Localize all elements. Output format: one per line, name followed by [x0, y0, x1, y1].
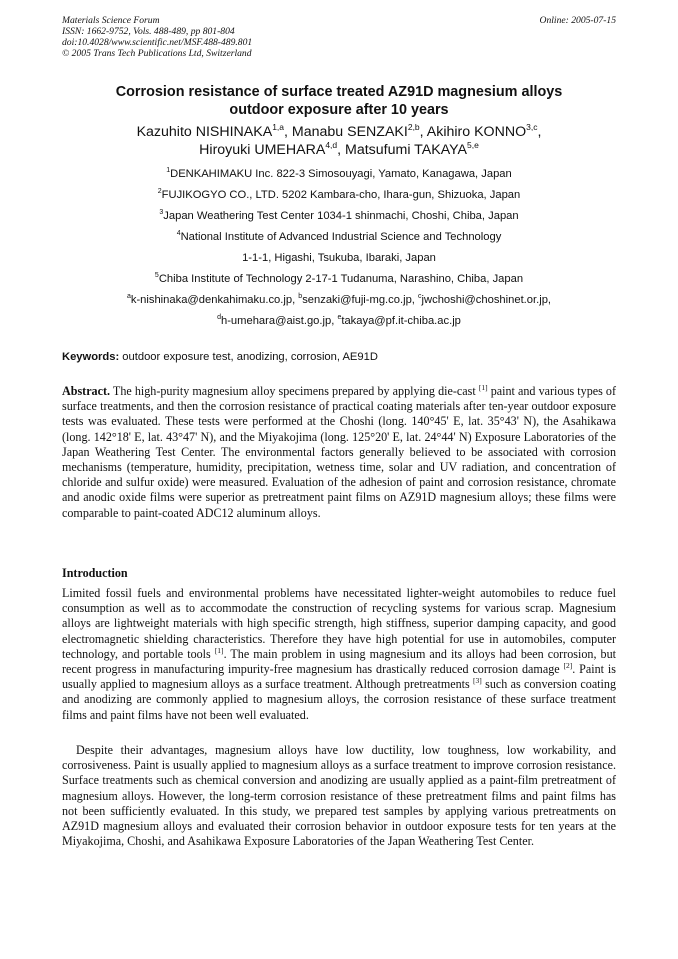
author-separator: , [337, 142, 346, 158]
affil-number: 3 [159, 209, 164, 216]
citation-ref[interactable]: [2] [563, 661, 573, 671]
citation-ref[interactable]: [1] [478, 383, 488, 392]
author-name: Matsufumi TAKAYA [345, 142, 467, 158]
email-mark: b [298, 293, 303, 300]
introduction-paragraph-2: Despite their advantages, magnesium alloys have low ductility, low toughness, low workability, and corrosiveness. Paint is usually applied to magnesium alloys as a surface treatment to improve corrosion resistance. Surface treatments such as chemical conversion and anodizing are usually applied as a paint-film pretreatment of magnesium alloys. However, the long-term corrosion resistance of these pretreatment films and paint films has not been sufficiently evaluated. In this study, we prepared test samples by applying various pretreatments on AZ91D magnesium alloys and evaluated their corrosion behavior in outdoor exposure tests for ten years at the Miyakojima, Choshi, and Asahikawa Exposure Laboratories of the Japan Weathering Test Center. [62, 743, 616, 849]
body-text: such as conversion coating and anodizing are commonly applied to magnesium alloys, the corrosion resistance of these surface treatment films and paint films have not been well evaluated. [62, 677, 617, 722]
keywords-text: outdoor exposure test, anodizing, corrosion, AE91D [119, 351, 378, 363]
affil-number: 5 [154, 272, 159, 279]
journal-name: Materials Science Forum [62, 15, 160, 26]
affil-text: National Institute of Advanced Industrial Science and Technology [180, 231, 502, 243]
affiliation-4-address: 1-1-1, Higashi, Tsukuba, Ibaraki, Japan [242, 252, 436, 264]
author-name: Akihiro KONNO [426, 124, 527, 140]
author-name: Hiroyuki UMEHARA [199, 142, 326, 158]
paper-title [70, 83, 608, 119]
author-affil-mark: 4,d [325, 140, 338, 150]
affil-number: 4 [176, 230, 181, 237]
affiliation-1 [40, 164, 638, 185]
author-name: Kazuhito NISHINAKA [136, 124, 273, 140]
body-text: . Paint is usually applied to magnesium alloys as a surface treatment. Although pretreatments [62, 662, 616, 692]
author-affil-mark: 3,c [526, 122, 538, 132]
email-address[interactable]: k-nishinaka@denkahimaku.co.jp, [130, 294, 299, 306]
online-date: Online: 2005-07-15 [539, 15, 616, 26]
author-affil-mark: 1,a [272, 122, 285, 132]
affil-number: 2 [157, 188, 162, 195]
affil-text: Japan Weathering Test Center 1034-1 shinmachi, Choshi, Chiba, Japan [163, 210, 519, 222]
author-separator: , [284, 124, 292, 140]
affiliation-3 [40, 206, 638, 227]
abstract-text: paint and various types of surface treatments, and then the corrosion resistance of practical coating materials after ten-year outdoor exposure tests was evaluated. These tests were performed at the Choshi (long. 140°45' E, lat. 35°43' N), the Asahikawa (long. 142°18' E, lat. 43°47' N), and the Miyakojima (long. 125°20' E, lat. 24°44' N) Exposure Laboratories of the Japan Weathering Test Center. The environmental factors generally believed to be associated with corrosion mechanisms (temperature, humidity, precipitation, wetness time, solar and UV radiation, and concentration of chloride and sulfur oxide) were measured. Evaluation of the adhesion of paint and corrosion resistance, chromate and anodic oxide films were superior as pretreatment paint films on AZ91D magnesium alloys; these films were comparable to paint-coated ADC12 aluminum alloys. [62, 384, 617, 520]
body-text: Limited fossil fuels and environmental problems have necessitated lighter-weight automobiles to reduce fuel consumption as well as to accommodate the construction of recycling systems for various scrap. Magnesium alloys are lightweight materials with high specific strength, high stiffness, superior damping capacity, and good electromagnetic shielding characteristics. Therefore they have high potential for use in automobiles, computer technology, and portable tools [62, 586, 616, 661]
doi-line: doi:10.4028/www.scientific.net/MSF.488-489.801 [62, 37, 253, 48]
abstract-text: The high-purity magnesium alloy specimens prepared by applying die-cast [110, 384, 479, 398]
citation-ref[interactable]: [1] [214, 645, 224, 655]
title-line-1: Corrosion resistance of surface treated AZ91D magnesium alloys [115, 84, 563, 100]
author-affil-mark: 5,e [466, 140, 479, 150]
email-mark: c [418, 293, 422, 300]
title-line-2: outdoor exposure after 10 years [229, 102, 449, 118]
email-address[interactable]: takaya@pf.it-chiba.ac.jp [341, 315, 461, 327]
email-mark: a [126, 293, 131, 300]
citation-ref[interactable]: [3] [473, 676, 482, 686]
author-list [70, 123, 608, 159]
abstract [62, 384, 616, 521]
keywords-label: Keywords: [62, 351, 120, 363]
email-address[interactable]: h-umehara@aist.go.jp, [220, 315, 338, 327]
affil-number: 1 [166, 167, 171, 174]
email-address[interactable]: senzaki@fuji-mg.co.jp, [302, 294, 419, 306]
author-name: Manabu SENZAKI [291, 124, 408, 140]
affiliations [40, 164, 638, 332]
journal-header [62, 15, 616, 59]
affil-text: DENKAHIMAKU Inc. 822-3 Simosouyagi, Yamato, Kanagawa, Japan [170, 168, 512, 180]
issn-line: ISSN: 1662-9752, Vols. 488-489, pp 801-804 [62, 26, 235, 37]
author-affil-mark: 2,b [407, 122, 420, 132]
affiliation-4 [40, 227, 638, 248]
section-heading-introduction: Introduction [62, 566, 128, 580]
email-line-1 [40, 290, 638, 311]
affil-text: Chiba Institute of Technology 2-17-1 Tudanuma, Narashino, Chiba, Japan [158, 273, 524, 285]
affil-text: FUJIKOGYO CO., LTD. 5202 Kambara-cho, Ihara-gun, Shizuoka, Japan [161, 189, 521, 201]
email-line-2 [40, 311, 638, 332]
copyright-line: © 2005 Trans Tech Publications Ltd, Switzerland [62, 48, 252, 59]
keywords [62, 350, 616, 364]
author-separator: , [419, 124, 427, 140]
author-separator: , [537, 124, 542, 140]
authors-line-2 [70, 141, 608, 159]
abstract-label: Abstract. [62, 384, 111, 398]
affiliation-5 [40, 269, 638, 290]
email-mark: e [337, 314, 342, 321]
body-text: . The main problem in using magnesium and its alloys had been corrosion, but recent progress in manufacturing impurity-free magnesium has drastically reduced corrosion damage [62, 646, 616, 677]
email-address[interactable]: jwchoshi@choshinet.or.jp, [421, 294, 552, 306]
authors-line-1 [70, 123, 608, 141]
introduction-paragraph-1 [62, 586, 616, 723]
affiliation-2 [40, 185, 638, 206]
email-mark: d [217, 314, 221, 321]
